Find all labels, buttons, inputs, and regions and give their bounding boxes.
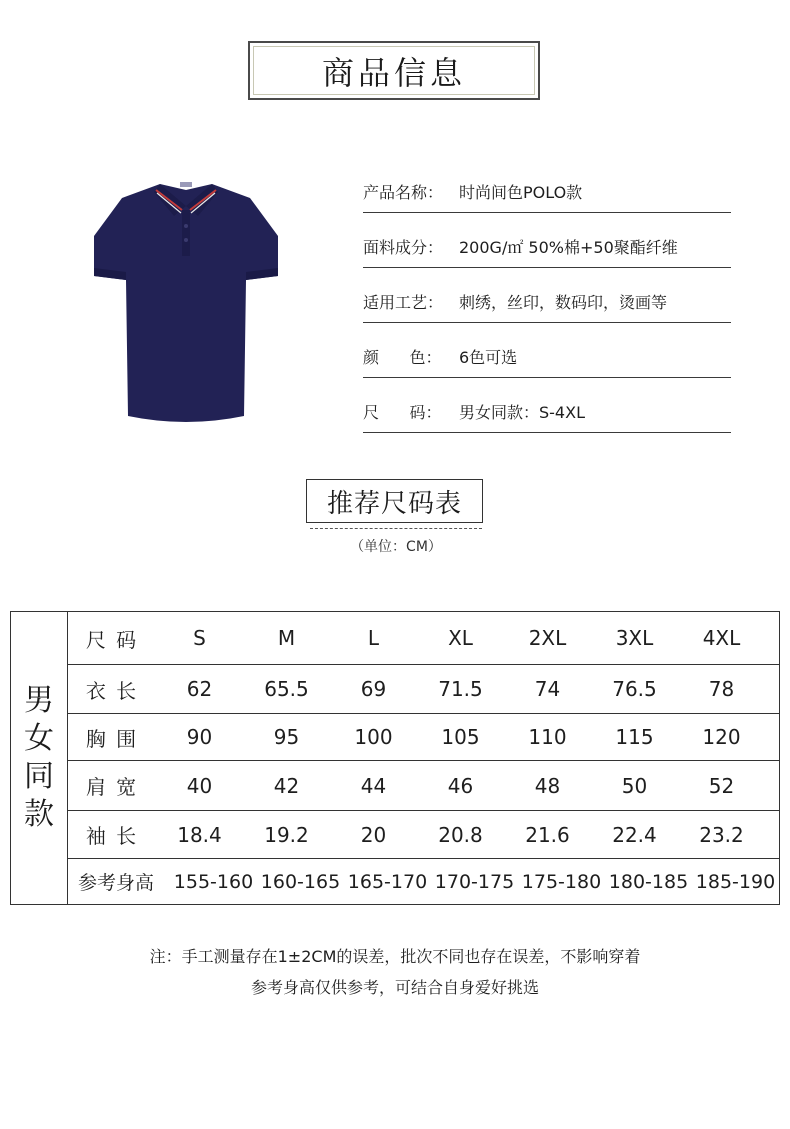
size-cell: 3XL <box>615 626 654 650</box>
value-cell: 165-170 <box>347 870 428 893</box>
value-cell: 21.6 <box>525 822 570 847</box>
value-cell: 155-160 <box>173 870 254 893</box>
value-cell: 44 <box>360 773 387 798</box>
value-cell: 71.5 <box>438 677 483 701</box>
footnote-height: 参考身高仅供参考，可结合自身爱好挑选 <box>250 978 539 997</box>
value-cell: 42 <box>273 773 300 798</box>
size-cell: L <box>367 626 380 650</box>
value-cell: 46 <box>447 773 474 798</box>
value-cell: 18.4 <box>177 822 222 847</box>
value-cell: 78 <box>708 677 735 701</box>
table-row-shoulder <box>68 761 779 811</box>
dashed-divider <box>310 528 482 529</box>
info-row-size <box>363 380 731 433</box>
row-label: 参考身高 <box>78 872 155 894</box>
value-cell: 22.4 <box>612 822 657 847</box>
size-cell: 2XL <box>528 626 567 650</box>
info-row-product-name <box>363 160 731 213</box>
table-row-sleeve <box>68 811 779 859</box>
info-label: 颜 色： <box>363 348 442 367</box>
gender-char: 女 <box>24 721 54 756</box>
value-cell: 100 <box>354 725 393 749</box>
value-cell: 180-185 <box>608 870 689 893</box>
info-value: 6色可选 <box>459 348 518 367</box>
size-table <box>10 611 780 905</box>
value-cell: 62 <box>186 677 213 701</box>
product-info-list <box>363 160 731 433</box>
value-cell: 50 <box>621 773 648 798</box>
value-cell: 48 <box>534 773 561 798</box>
size-cell: XL <box>448 626 473 650</box>
footnote-measurement: 注：手工测量存在1±2CM的误差，批次不同也存在误差，不影响穿着 <box>149 947 641 966</box>
value-cell: 20 <box>360 822 387 847</box>
value-cell: 69 <box>360 677 387 701</box>
info-label: 尺 码： <box>363 403 442 422</box>
polo-shirt-icon <box>88 176 284 428</box>
info-label: 产品名称： <box>363 183 444 202</box>
row-label: 衣 长 <box>85 678 139 703</box>
gender-char: 款 <box>24 797 54 832</box>
info-value: 200G/㎡ 50%棉+50聚酯纤维 <box>459 238 678 257</box>
value-cell: 110 <box>528 725 567 749</box>
value-cell: 76.5 <box>612 677 657 701</box>
page-title: 商品信息 <box>321 53 466 92</box>
gender-label <box>11 612 68 904</box>
value-cell: 19.2 <box>264 822 309 847</box>
value-cell: 185-190 <box>695 870 776 893</box>
neck-label <box>180 182 192 187</box>
unit-note: （单位：CM） <box>350 539 442 555</box>
size-cell: 4XL <box>702 626 741 650</box>
value-cell: 20.8 <box>438 822 483 847</box>
value-cell: 115 <box>615 725 654 749</box>
info-label: 适用工艺： <box>363 293 444 312</box>
value-cell: 95 <box>273 725 300 749</box>
value-cell: 175-180 <box>521 870 602 893</box>
info-row-color <box>363 325 731 378</box>
size-cell: S <box>193 626 206 650</box>
info-value: 男女同款：S-4XL <box>459 403 585 422</box>
value-cell: 52 <box>708 773 735 798</box>
row-label: 肩 宽 <box>85 775 139 799</box>
row-label: 胸 围 <box>85 726 139 751</box>
value-cell: 65.5 <box>264 677 309 701</box>
table-row-height <box>68 859 779 904</box>
section-title-size-chart <box>306 479 483 523</box>
size-grid <box>68 612 779 904</box>
info-label: 面料成分： <box>363 238 444 257</box>
info-value: 刺绣，丝印，数码印，烫画等 <box>459 293 668 312</box>
gender-char: 同 <box>24 759 54 794</box>
row-label: 袖 长 <box>85 824 139 848</box>
value-cell: 23.2 <box>699 822 744 847</box>
table-row-header <box>68 612 779 665</box>
size-chart-title: 推荐尺码表 <box>326 488 462 519</box>
button-2 <box>184 238 188 242</box>
info-row-fabric <box>363 215 731 268</box>
table-row-chest <box>68 714 779 761</box>
placket <box>182 210 190 256</box>
table-row-length <box>68 665 779 714</box>
value-cell: 120 <box>702 725 741 749</box>
value-cell: 170-175 <box>434 870 515 893</box>
value-cell: 105 <box>441 725 480 749</box>
value-cell: 74 <box>534 677 561 701</box>
button-1 <box>184 224 188 228</box>
info-row-craft <box>363 270 731 323</box>
size-cell: M <box>277 626 296 650</box>
gender-char: 男 <box>24 683 54 718</box>
value-cell: 160-165 <box>260 870 341 893</box>
section-title-product-info <box>248 41 540 100</box>
info-value: 时尚间色POLO款 <box>459 183 583 202</box>
row-label: 尺 码 <box>85 627 139 652</box>
value-cell: 90 <box>186 725 213 749</box>
value-cell: 40 <box>186 773 213 798</box>
